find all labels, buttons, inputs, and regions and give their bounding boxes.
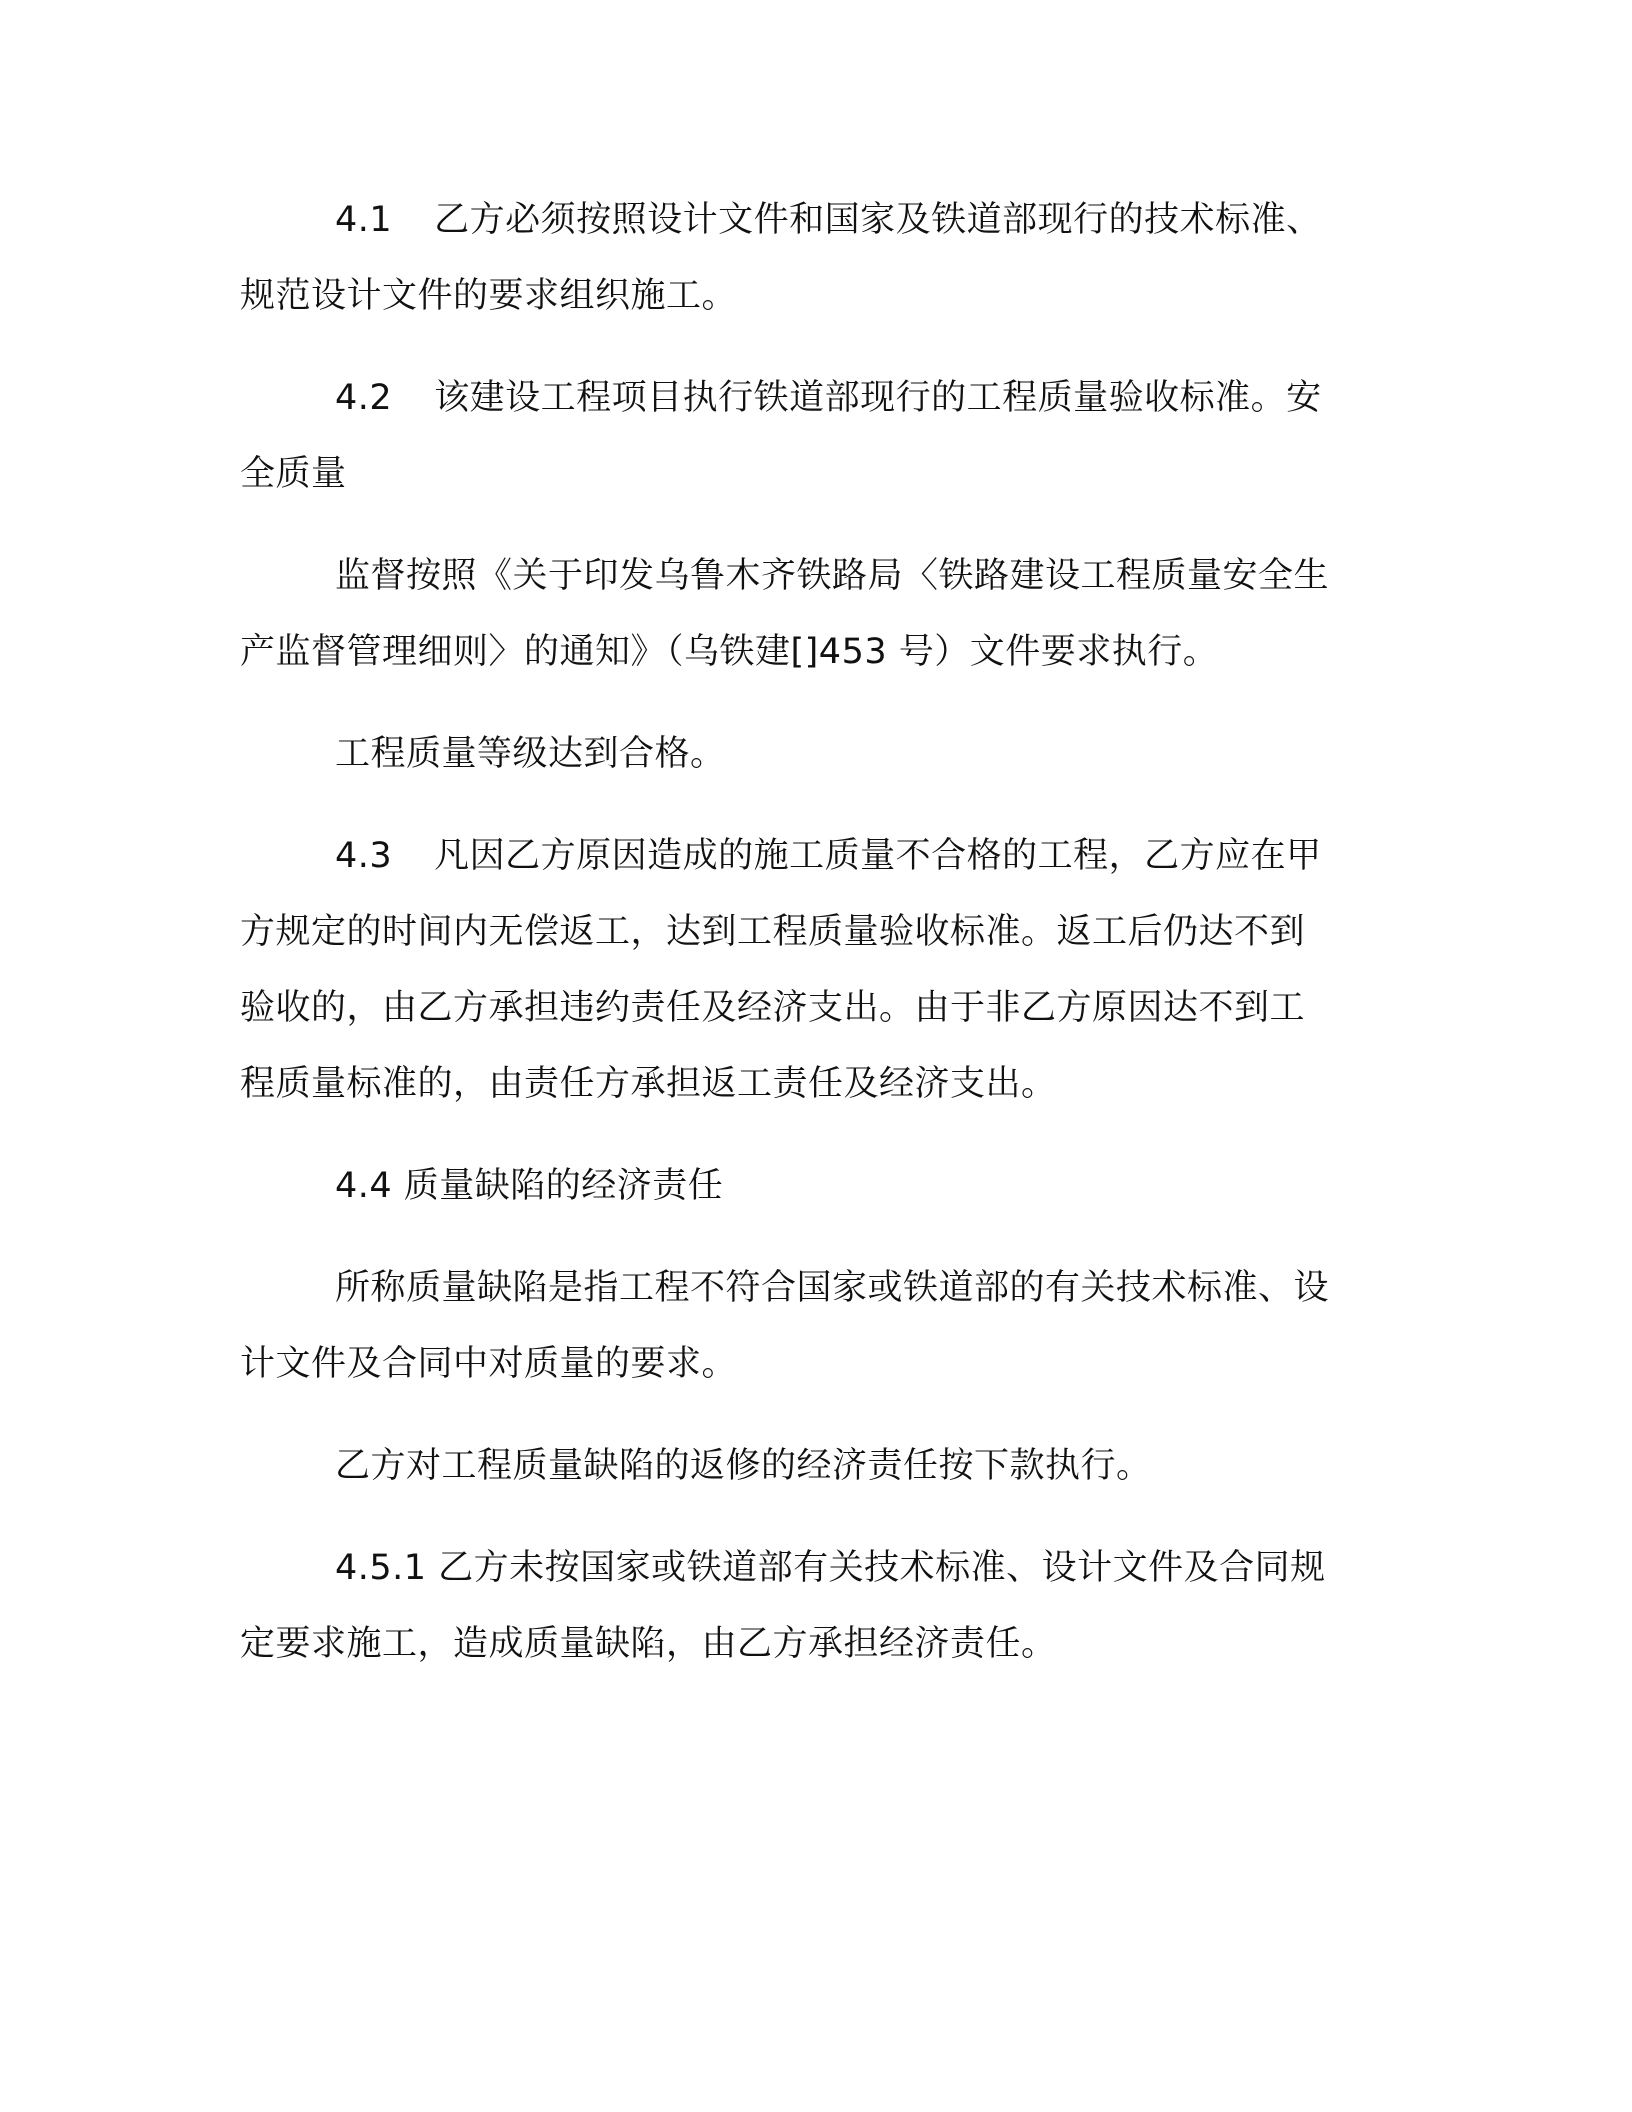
clause-number: 4.1 (335, 200, 393, 240)
supervision-line-1: 监督按照《关于印发乌鲁木齐铁路局〈铁路建设工程质量安全生 (335, 556, 1330, 596)
clause-4-3-line-3: 验收的，由乙方承担违约责任及经济支出。由于非乙方原因达不到工 (240, 988, 1306, 1028)
clause-4-1-line-1 (335, 196, 1322, 244)
clause-text: 乙方必须按照设计文件和国家及铁道部现行的技术标准、 (434, 200, 1322, 240)
clause-4-1-line-2: 规范设计文件的要求组织施工。 (240, 276, 738, 316)
clause-4-3-line-2: 方规定的时间内无偿返工，达到工程质量验收标准。返工后仍达不到 (240, 912, 1306, 952)
clause-number: 4.3 (335, 836, 393, 876)
defect-definition-line-1: 所称质量缺陷是指工程不符合国家或铁道部的有关技术标准、设 (335, 1268, 1330, 1308)
repair-responsibility-line: 乙方对工程质量缺陷的返修的经济责任按下款执行。 (335, 1446, 1152, 1486)
clause-4-5-1-line-2: 定要求施工，造成质量缺陷，由乙方承担经济责任。 (240, 1624, 1057, 1664)
clause-4-4-heading: 4.4 质量缺陷的经济责任 (335, 1166, 724, 1206)
clause-4-2-line-1 (335, 374, 1322, 422)
clause-4-3-line-4: 程质量标准的，由责任方承担返工责任及经济支出。 (240, 1064, 1057, 1104)
clause-number: 4.2 (335, 378, 393, 418)
defect-definition-line-2: 计文件及合同中对质量的要求。 (240, 1344, 738, 1384)
clause-4-5-1-line-1: 4.5.1 乙方未按国家或铁道部有关技术标准、设计文件及合同规 (335, 1548, 1326, 1588)
supervision-line-2: 产监督管理细则〉的通知》（乌铁建[]453 号）文件要求执行。 (240, 632, 1219, 672)
quality-grade-line: 工程质量等级达到合格。 (335, 734, 726, 774)
clause-4-2-line-2: 全质量 (240, 454, 347, 494)
clause-4-3-line-1 (335, 832, 1322, 880)
clause-text: 该建设工程项目执行铁道部现行的工程质量验收标准。安 (434, 378, 1322, 418)
clause-text: 凡因乙方原因造成的施工质量不合格的工程，乙方应在甲 (434, 836, 1322, 876)
